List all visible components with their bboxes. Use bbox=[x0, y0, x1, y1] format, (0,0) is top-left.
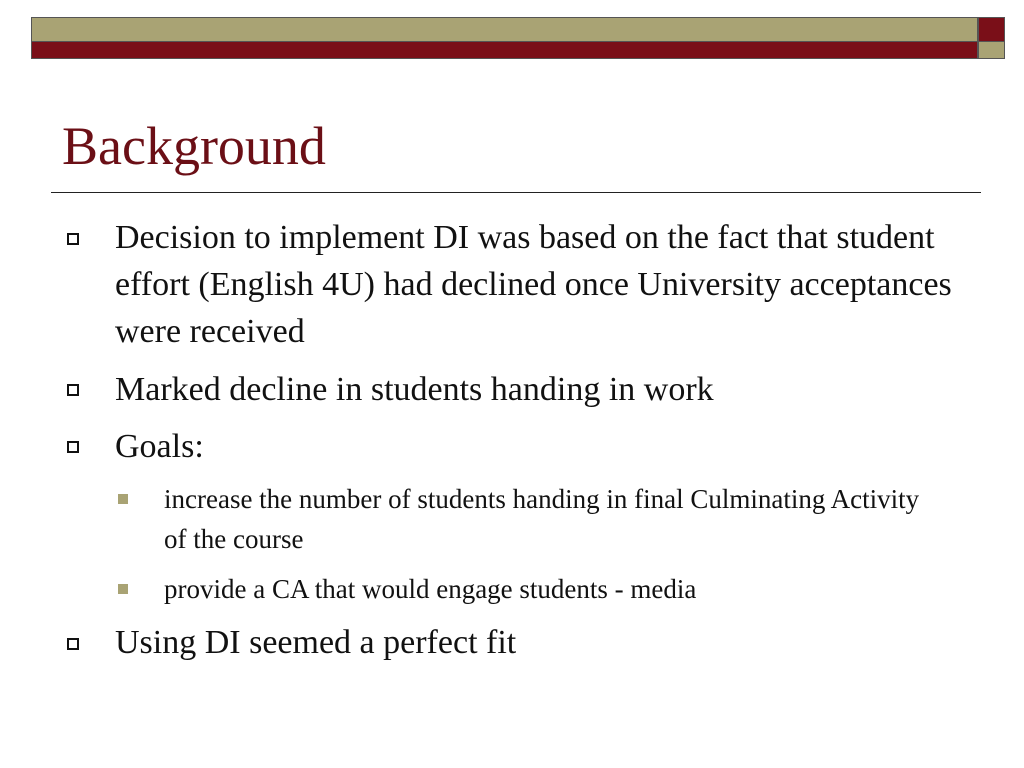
bullet-item: Goals: bbox=[115, 428, 204, 465]
corner-square-olive bbox=[978, 42, 1005, 59]
filled-square-bullet-icon bbox=[118, 584, 128, 594]
header-band-maroon bbox=[31, 42, 978, 59]
sub-bullet-item: provide a CA that would engage students - media bbox=[164, 574, 697, 604]
title-divider bbox=[51, 192, 981, 193]
slide-title: Background bbox=[62, 116, 326, 176]
filled-square-bullet-icon bbox=[118, 494, 128, 504]
hollow-square-bullet-icon bbox=[67, 384, 79, 396]
bullet-item: Decision to implement DI was based on the fact that student effort (English 4U) had declined once University acceptances were received bbox=[115, 219, 952, 350]
hollow-square-bullet-icon bbox=[67, 441, 79, 453]
bullet-item: Marked decline in students handing in work bbox=[115, 371, 714, 408]
hollow-square-bullet-icon bbox=[67, 233, 79, 245]
corner-square-maroon bbox=[978, 17, 1005, 42]
sub-bullet-item: increase the number of students handing in final Culminating Activity of the course bbox=[164, 484, 920, 554]
hollow-square-bullet-icon bbox=[67, 638, 79, 650]
bullet-item: Using DI seemed a perfect fit bbox=[115, 624, 517, 661]
header-band-olive bbox=[31, 17, 978, 42]
